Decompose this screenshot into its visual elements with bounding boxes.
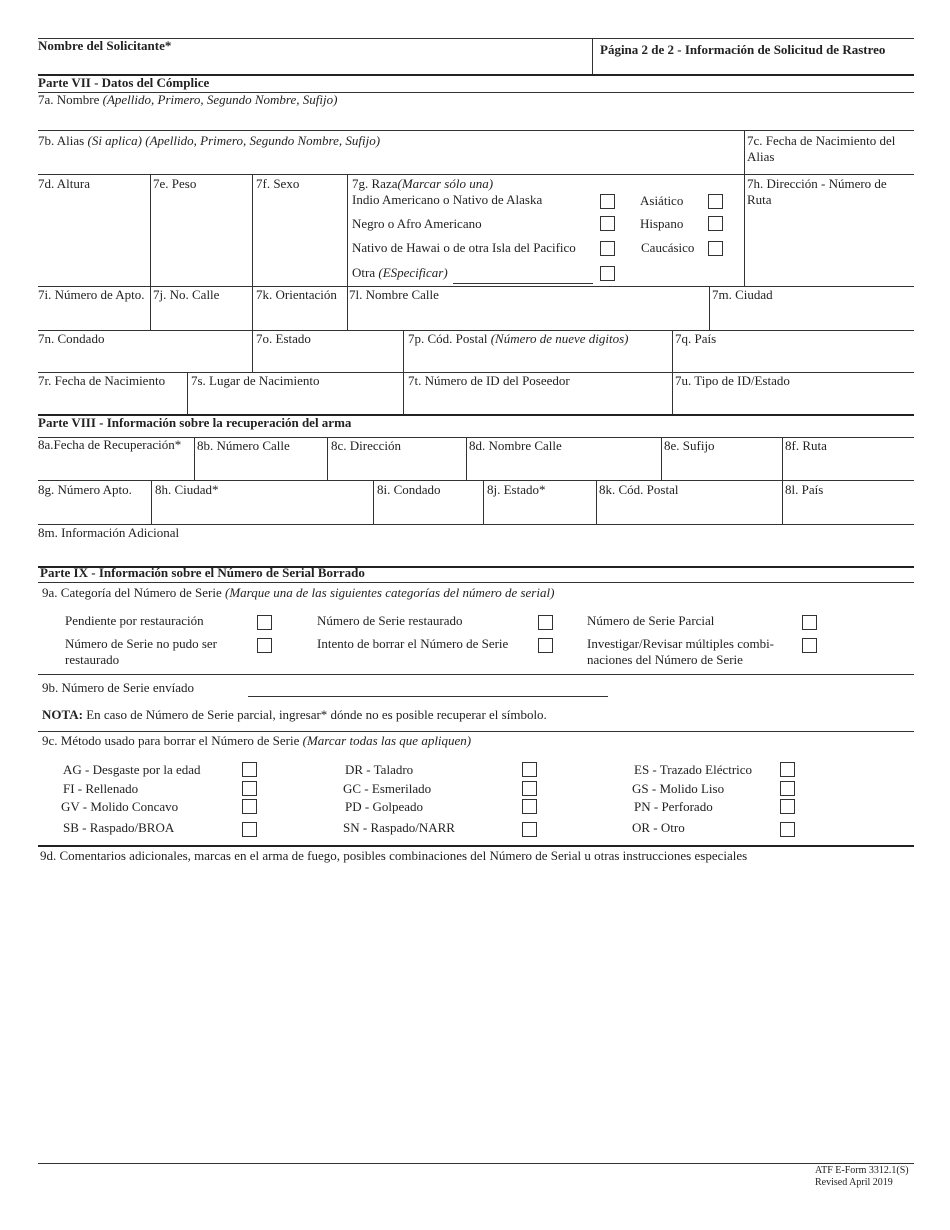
field-8k-zip[interactable]: 8k. Cód. Postal (599, 482, 679, 497)
field-8b-street-number[interactable]: 8b. Número Calle (197, 438, 290, 453)
race-hispanic-checkbox[interactable] (708, 216, 723, 231)
field-7f-sex[interactable]: 7f. Sexo (256, 176, 300, 191)
field-7a-hint: (Apellido, Primero, Segundo Nombre, Sufijo) (102, 92, 338, 107)
race-other-checkbox[interactable] (600, 266, 615, 281)
field-7i-apt-number[interactable]: 7i. Número de Apto. (38, 287, 145, 302)
field-7a-name[interactable] (38, 92, 337, 108)
method-dr-checkbox[interactable] (522, 762, 537, 777)
method-es-checkbox[interactable] (780, 762, 795, 777)
method-ag-checkbox[interactable] (242, 762, 257, 777)
note-text: NOTA: En caso de Número de Serie parcial, ingresar* dónde no es posible recuperar el símbolo. (42, 707, 547, 722)
field-7m-city[interactable]: 7m. Ciudad (712, 287, 773, 302)
race-caucasian-checkbox[interactable] (708, 241, 723, 256)
field-8e-suffix[interactable]: 8e. Sufijo (664, 438, 715, 453)
part7-title: Parte VII - Datos del Cómplice (38, 75, 210, 90)
race-other-label: Otra (ESpecificar) (352, 265, 448, 280)
field-7p-zip[interactable]: 7p. Cód. Postal (Número de nueve digitos) (408, 331, 629, 346)
field-7c-alias-dob[interactable]: 7c. Fecha de Nacimiento del Alias (747, 133, 896, 164)
cat-not-restored-checkbox[interactable] (257, 638, 272, 653)
field-7l-street-name[interactable]: 7l. Nombre Calle (349, 287, 439, 302)
method-sn-label: SN - Raspado/NARR (343, 820, 455, 835)
field-9b-serial-input[interactable] (248, 696, 608, 697)
method-fi-checkbox[interactable] (242, 781, 257, 796)
field-9b-label: 9b. Número de Serie envíado (42, 680, 194, 695)
method-es-label: ES - Trazado Eléctrico (634, 762, 753, 777)
method-dr-label: DR - Taladro (345, 762, 414, 777)
page-title: Página 2 de 2 - Información de Solicitud de Rastreo (600, 42, 886, 57)
cat-not-restored-label: Número de Serie no pudo ser restaurado (65, 636, 217, 667)
method-sn-checkbox[interactable] (522, 822, 537, 837)
method-or-checkbox[interactable] (780, 822, 795, 837)
race-black-label: Negro o Afro Americano (352, 216, 482, 231)
method-gs-label: GS - Molido Liso (632, 781, 725, 796)
method-gs-checkbox[interactable] (780, 781, 795, 796)
cat-investigate-label: Investigar/Revisar múltiples combi- naciones del Número de Serie (587, 636, 775, 667)
race-native-hawaiian-checkbox[interactable] (600, 241, 615, 256)
field-7k-orientation[interactable]: 7k. Orientación (256, 287, 337, 302)
method-sb-checkbox[interactable] (242, 822, 257, 837)
part8-title: Parte VIII - Información sobre la recuperación del arma (38, 415, 352, 430)
method-gv-checkbox[interactable] (242, 799, 257, 814)
method-gc-label: GC - Esmerilado (343, 781, 432, 796)
method-ag-label: AG - Desgaste por la edad (63, 762, 201, 777)
cat-partial-label: Número de Serie Parcial (587, 613, 715, 628)
field-7q-country[interactable]: 7q. País (675, 331, 717, 346)
method-or-label: OR - Otro (632, 820, 685, 835)
footer-revised: Revised April 2019 (815, 1177, 893, 1188)
field-8a-recovery-date[interactable]: 8a.Fecha de Recuperación* (38, 437, 182, 452)
method-pd-label: PD - Golpeado (345, 799, 423, 814)
method-pn-checkbox[interactable] (780, 799, 795, 814)
applicant-name-label: Nombre del Solicitante* (38, 38, 172, 53)
cat-pending-checkbox[interactable] (257, 615, 272, 630)
method-sb-label: SB - Raspado/BROA (63, 820, 175, 835)
method-gv-label: GV - Molido Concavo (61, 799, 179, 814)
field-8g-apt-number[interactable]: 8g. Número Apto. (38, 482, 132, 497)
field-7g-race-label: 7g. Raza(Marcar sólo una) (352, 176, 494, 191)
field-8h-city[interactable]: 8h. Ciudad* (155, 482, 219, 497)
cat-restored-checkbox[interactable] (538, 615, 553, 630)
race-asian-label: Asiático (640, 193, 684, 208)
race-native-hawaiian-label: Nativo de Hawai o de otra Isla del Pacifico (352, 240, 576, 255)
field-9c-label: 9c. Método usado para borrar el Número de Serie (Marcar todas las que apliquen) (42, 733, 472, 748)
field-7b-alias[interactable] (38, 133, 380, 149)
field-7b-hint: (Si aplica) (Apellido, Primero, Segundo Nombre, Sufijo) (87, 133, 381, 148)
race-black-checkbox[interactable] (600, 216, 615, 231)
field-7s-birthplace[interactable]: 7s. Lugar de Nacimiento (191, 373, 320, 388)
field-8m-additional-info[interactable]: 8m. Información Adicional (38, 525, 180, 540)
race-other-input-line[interactable] (453, 283, 593, 284)
footer-form-number: ATF E-Form 3312.1(S) (815, 1165, 909, 1176)
field-7j-street-number[interactable]: 7j. No. Calle (153, 287, 220, 302)
field-7n-county[interactable]: 7n. Condado (38, 331, 105, 346)
field-9a-label: 9a. Categoría del Número de Serie (Marque una de las siguientes categorías del número de serial) (42, 585, 555, 600)
cat-partial-checkbox[interactable] (802, 615, 817, 630)
field-8i-county[interactable]: 8i. Condado (377, 482, 441, 497)
race-caucasian-label: Caucásico (641, 240, 695, 255)
race-american-indian-checkbox[interactable] (600, 194, 615, 209)
field-7h-route-number[interactable]: 7h. Dirección - Número de Ruta (747, 176, 887, 207)
method-pn-label: PN - Perforado (634, 799, 713, 814)
field-8d-street-name[interactable]: 8d. Nombre Calle (469, 438, 562, 453)
field-8j-state[interactable]: 8j. Estado* (487, 482, 546, 497)
cat-investigate-checkbox[interactable] (802, 638, 817, 653)
part9-title: Parte IX - Información sobre el Número de Serial Borrado (40, 565, 365, 580)
field-8c-direction[interactable]: 8c. Dirección (331, 438, 402, 453)
field-7a-label: 7a. Nombre (38, 92, 100, 107)
race-american-indian-label: Indio Americano o Nativo de Alaska (352, 192, 543, 207)
race-asian-checkbox[interactable] (708, 194, 723, 209)
method-pd-checkbox[interactable] (522, 799, 537, 814)
field-8f-route[interactable]: 8f. Ruta (785, 438, 827, 453)
field-8l-country[interactable]: 8l. País (785, 482, 824, 497)
cat-restored-label: Número de Serie restaurado (317, 613, 463, 628)
field-7t-owner-id[interactable]: 7t. Número de ID del Poseedor (408, 373, 570, 388)
cat-attempt-label: Intento de borrar el Número de Serie (317, 636, 509, 651)
field-9d-comments[interactable]: 9d. Comentarios adicionales, marcas en el arma de fuego, posibles combinaciones del Número de Serial u otras instrucciones especiales (40, 848, 748, 863)
field-7b-label: 7b. Alias (38, 133, 85, 148)
method-gc-checkbox[interactable] (522, 781, 537, 796)
race-hispanic-label: Hispano (640, 216, 684, 231)
field-7d-height[interactable]: 7d. Altura (38, 176, 90, 191)
method-fi-label: FI - Rellenado (63, 781, 139, 796)
field-7e-weight[interactable]: 7e. Peso (153, 176, 197, 191)
cat-attempt-checkbox[interactable] (538, 638, 553, 653)
cat-pending-label: Pendiente por restauración (65, 613, 204, 628)
field-7r-dob[interactable]: 7r. Fecha de Nacimiento (38, 373, 166, 388)
field-7o-state[interactable]: 7o. Estado (256, 331, 311, 346)
field-7u-id-type[interactable]: 7u. Tipo de ID/Estado (675, 373, 790, 388)
